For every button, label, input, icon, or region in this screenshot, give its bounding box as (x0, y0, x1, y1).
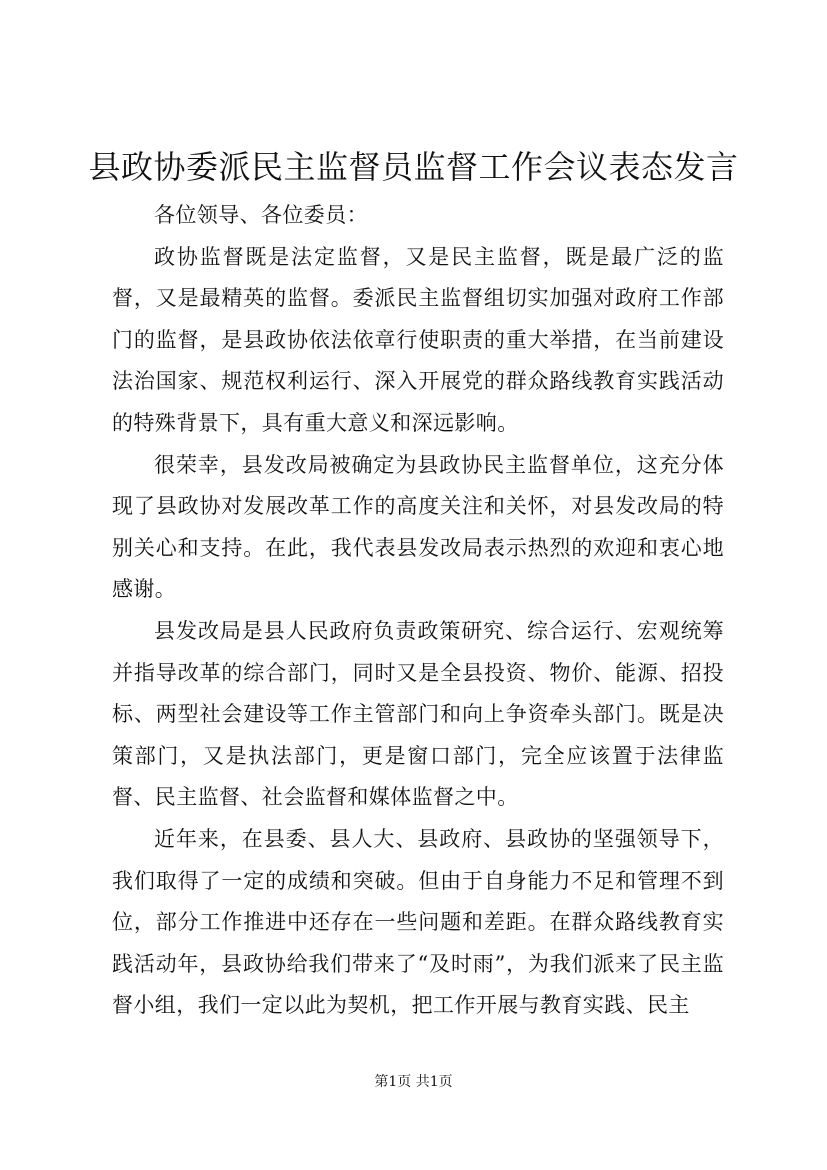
body-paragraph: 近年来，在县委、县人大、县政府、县政协的坚强领导下，我们取得了一定的成绩和突破。但由于自身能力不足和管理不到位，部分工作推进中还存在一些问题和差距。在群众路线教育实践活动年，县政协给我们带来了“及时雨”，为我们派来了民主监督小组，我们一定以此为契机，把工作开展与教育实践、民主 (112, 826, 724, 1018)
document-body (112, 195, 724, 1027)
document-title: 县政协委派民主监督员监督工作会议表态发言 (88, 148, 739, 186)
body-paragraph: 很荣幸，县发改局被确定为县政协民主监督单位，这充分体现了县政协对发展改革工作的高度关注和关怀，对县发改局的特别关心和支持。在此，我代表县发改局表示热烈的欢迎和衷心地感谢。 (112, 452, 724, 602)
body-paragraph: 政协监督既是法定监督，又是民主监督，既是最广泛的监督，又是最精英的监督。委派民主监督组切实加强对政府工作部门的监督，是县政协依法依章行使职责的重大举措，在当前建设法治国家、规范权利运行、深入开展党的群众路线教育实践活动的特殊背景下，具有重大意义和深远影响。 (112, 244, 724, 435)
page-footer: 第1页 共1页 (374, 1074, 453, 1090)
salutation-paragraph: 各位领导、各位委员： (154, 203, 368, 227)
body-paragraph: 县发改局是县人民政府负责政策研究、综合运行、宏观统筹并指导改革的综合部门，同时又是全县投资、物价、能源、招投标、两型社会建设等工作主管部门和向上争资牵头部门。既是决策部门，又是执法部门，更是窗口部门，完全应该置于法律监督、民主监督、社会监督和媒体监督之中。 (112, 618, 724, 810)
